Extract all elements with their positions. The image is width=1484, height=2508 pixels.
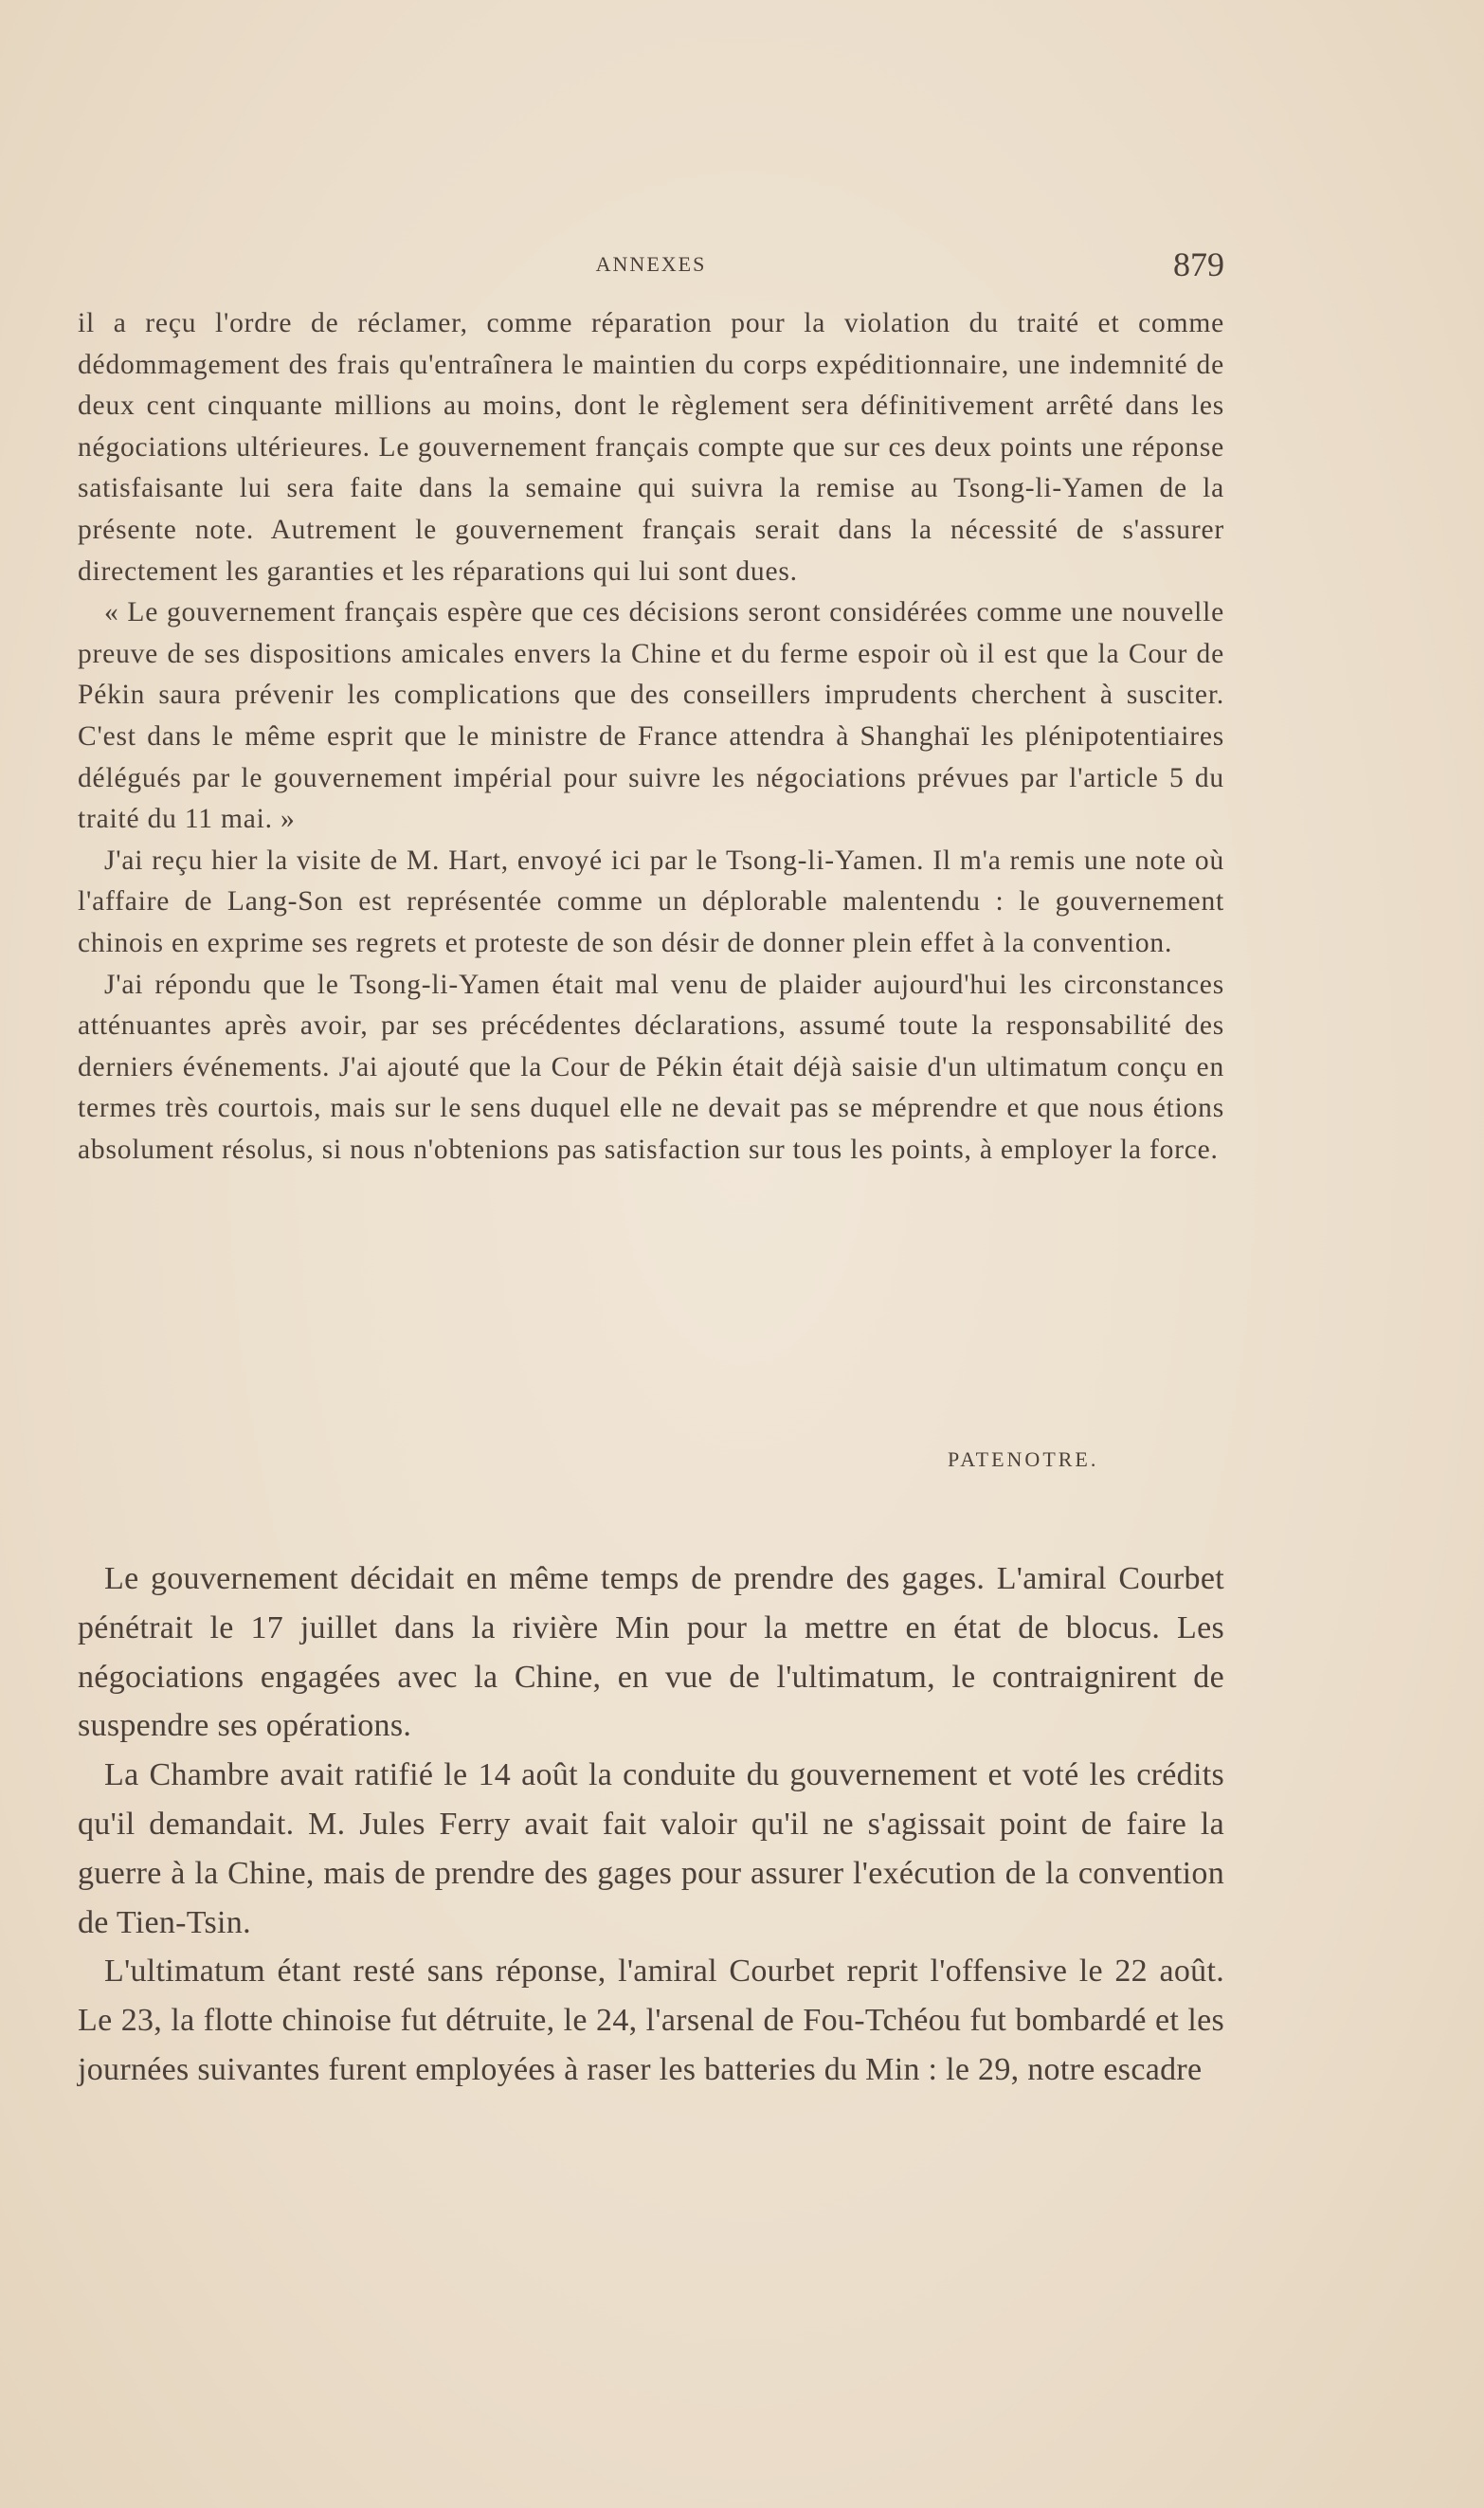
narrative-text [78, 1554, 1224, 2095]
page-number: 879 [1173, 245, 1224, 283]
narrative-paragraph-2: La Chambre avait ratifié le 14 août la conduite du gouvernement et voté les crédits qu'il demandait. M. Jules Ferry avait fait valoir qu'il ne s'agissait point de faire la guerre à la Chine, mais de prendre des gages pour assurer l'exécution de la convention de Tien-Tsin. [78, 1757, 1224, 1940]
dispatch-paragraph-2: « Le gouvernement français espère que ces décisions seront considérées comme une nouvelle preuve de ses dispositions amicales envers la Chine et du ferme espoir où il est que la Cour de Pékin saura prévenir les complications que des conseillers imprudents cherchent à susciter. C'est dans le même esprit que le ministre de France attendra à Shanghaï les plénipotentiaires délégués par le gouvernement impérial pour suivre les négociations prévues par l'article 5 du traité du 11 mai. » [78, 597, 1224, 835]
dispatch-paragraph-3: J'ai reçu hier la visite de M. Hart, envoyé ici par le Tsong-li-Yamen. Il m'a remis une note où l'affaire de Lang-Son est représentée comme un déplorable malentendu : le gouvernement chinois en exprime ses regrets et proteste de son désir de donner plein effet à la convention. [78, 845, 1224, 958]
running-title: ANNEXES [595, 252, 707, 276]
narrative-paragraph-1: Le gouvernement décidait en même temps de prendre des gages. L'amiral Courbet pénétrait le 17 juillet dans la rivière Min pour la mettre en état de blocus. Les négociations engagées avec la Chine, en vue de l'ultimatum, le contraignirent de suspendre ses opérations. [78, 1561, 1224, 1744]
running-head [78, 245, 1224, 282]
signature: PATENOTRE. [948, 1447, 1099, 1471]
narrative-paragraph-3: L'ultimatum étant resté sans réponse, l'amiral Courbet reprit l'offensive le 22 août. Le 23, la flotte chinoise fut détruite, le 24, l'arsenal de Fou-Tchéou fut bombardé et les journées suivantes furent employées à raser les batteries du Min : le 29, notre escadre [78, 1954, 1224, 2087]
dispatch-paragraph-1: il a reçu l'ordre de réclamer, comme réparation pour la violation du traité et comme dédommagement des frais qu'entraînera le maintien du corps expéditionnaire, une indemnité de deux cent cinquante millions au moins, dont le règlement sera définitivement arrêté dans les négociations ultérieures. Le gouvernement français compte que sur ces deux points une réponse satisfaisante lui sera faite dans la semaine qui suivra la remise au Tsong-li-Yamen de la présente note. Autrement le gouvernement français serait dans la nécessité de s'assurer directement les garanties et les réparations qui lui sont dues. [78, 308, 1224, 587]
dispatch-paragraph-4: J'ai répondu que le Tsong-li-Yamen était mal venu de plaider aujourd'hui les circonstances atténuantes après avoir, par ses précédentes déclarations, assumé toute la responsabilité des derniers événements. J'ai ajouté que la Cour de Pékin était déjà saisie d'un ultimatum conçu en termes très courtois, mais sur le sens duquel elle ne devait pas se méprendre et que nous étions absolument résolus, si nous n'obtenions pas satisfaction sur tous les points, à employer la force. [78, 969, 1224, 1165]
quoted-dispatch [78, 303, 1224, 1171]
